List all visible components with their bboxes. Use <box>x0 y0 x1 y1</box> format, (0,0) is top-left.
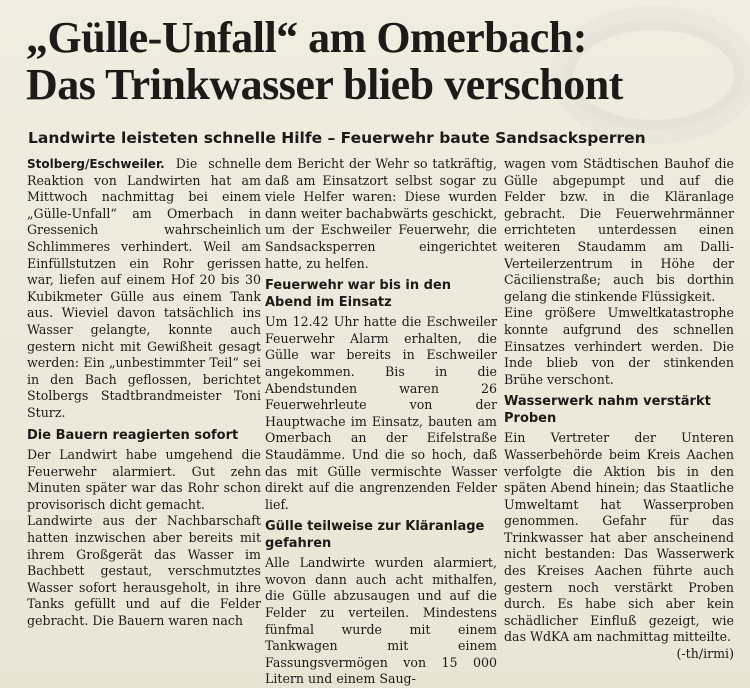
paragraph: dem Bericht der Wehr so tatkräftig, daß am Einsatzort selbst sogar zu viele Helfer waren: Diese wurden dann weiter bachabwärts geschickt, um der Eschweiler Feuerwehr, die Sandsacksperren eingerichtet hatte, zu helfen. <box>265 156 497 271</box>
dateline: Stolberg/Eschweiler. <box>27 157 165 171</box>
article-column-2 <box>265 156 497 688</box>
headline <box>26 14 726 108</box>
headline-line-2: Das Trinkwasser blieb verschont <box>26 60 623 109</box>
paragraph: wagen vom Städtischen Bauhof die Gülle abgepumpt und auf die Felder bzw. in die Kläranlage gebracht. Die Feuerwehrmänner errichteten unterdessen einen weiteren Staudamm am Dalli-Verteilerzentrum in Höhe der Cäcilienstraße; auch bis dorthin gelang die stinkende Flüssigkeit. <box>504 156 734 304</box>
article-column-1 <box>27 156 261 630</box>
lead-paragraph <box>27 156 261 422</box>
paragraph: Alle Landwirte wurden alarmiert, wovon dann auch acht mithalfen, die Gülle abzusaugen und auf die Felder zu verteilen. Mindestens fünfmal wurde mit einem Tankwagen mit einem Fassungsvermögen von 15 000 Litern und einem Saug- <box>265 555 497 687</box>
paragraph: Landwirte aus der Nachbarschaft hatten inzwischen aber bereits mit ihrem Großgerät das Wasser im Bachbett gestaut, verschmutztes Wasser sofort herausgeholt, in ihre Tanks gefüllt und auf die Felder gebracht. Die Bauern waren nach <box>27 513 261 628</box>
paragraph: Der Landwirt habe umgehend die Feuerwehr alarmiert. Gut zehn Minuten später war das Rohr schon provisorisch dicht gemacht. <box>27 447 261 512</box>
lead-text: Die schnelle Reaktion von Landwirten hat am Mittwoch nachmittag bei einem „Gülle-Unfall“ am Omerbach in Gressenich wahrscheinlich Schlimmeres verhindert. Weil am Einfüllstutzen ein Rohr gerissen war, liefen auf einem Hof 20 bis 30 Kubikmeter Gülle aus einem Tank aus. Wieviel davon tatsächlich ins Wasser gelangte, konnte auch gestern nicht mit Gewißheit gesagt werden: Ein „unbestimmter Teil“ sei in den Bach geflossen, berichtet Stolbergs Stadtbrandmeister Toni Sturz. <box>27 156 261 420</box>
section-heading-1: Die Bauern reagierten sofort <box>27 427 239 443</box>
author-credit: (-th/irmi) <box>676 646 734 662</box>
paragraph: Um 12.42 Uhr hatte die Eschweiler Feuerwehr Alarm erhalten, die Gülle war bereits in Eschweiler angekommen. Bis in die Abendstunden waren 26 Feuerwehrleute von der Hauptwache im Einsatz, bauten am Omerbach an der Eifelstraße Staudämme. Und die so hoch, daß das mit Gülle vermischte Wasser direkt auf die angrenzenden Felder lief. <box>265 314 497 512</box>
subheadline: Landwirte leisteten schnelle Hilfe – Feuerwehr baute Sandsacksperren <box>28 129 646 147</box>
paragraph: Ein Vertreter der Unteren Wasserbehörde beim Kreis Aachen verfolgte die Aktion bis in den späten Abend hinein; das Staatliche Umweltamt hat Wasserproben genommen. Gefahr für das Trinkwasser hat aber anscheinend nicht bestanden: Das Wasserwerk des Kreises Aachen führte auch gestern noch verstärkt Proben durch. Es habe sich aber kein schädlicher Einfluß gezeigt, wie das WdKA am nachmittag mitteilte. <box>504 430 735 645</box>
section-heading-3: Gülle teilweise zur Kläranlage gefahren <box>265 519 485 551</box>
headline-line-1: „Gülle-Unfall“ am Omerbach: <box>26 13 587 62</box>
article-column-3 <box>504 156 734 663</box>
paragraph: Eine größere Umweltkatastrophe konnte aufgrund des schnellen Einsatzes verhindert werden. Die Inde blieb von der stinkenden Brühe verschont. <box>504 305 734 387</box>
section-heading-4: Wasserwerk nahm verstärkt Proben <box>504 394 711 426</box>
section-heading-2: Feuerwehr war bis in den Abend im Einsatz <box>265 278 452 310</box>
